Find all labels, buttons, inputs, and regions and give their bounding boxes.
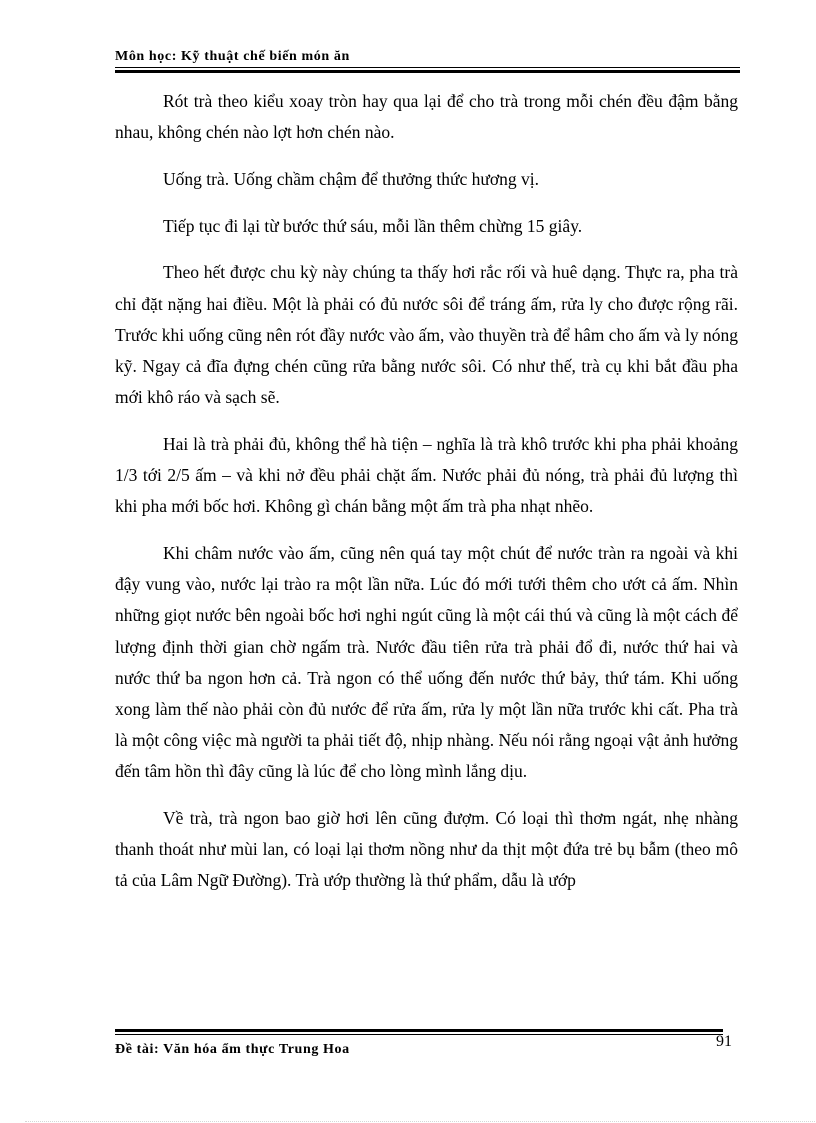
header-course-title: Môn học: Kỹ thuật chế biến món ăn bbox=[115, 49, 350, 64]
paragraph: Uống trà. Uống chầm chậm để thưởng thức hương vị. bbox=[163, 168, 539, 189]
paragraph: Theo hết được chu kỳ này chúng ta thấy hơi rắc rối và huê dạng. Thực ra, pha trà chỉ đặt nặng hai điều. Một là phải có đủ nước sôi để tráng ấm, rửa ly cho được rộng rãi. Trước khi uống cũng nên rót đầy nước vào ấm, vào thuyền trà để hâm cho ấm và ly nóng kỹ. Ngay cả đĩa đựng chén cũng rửa bằng nước sôi. Có như thế, trà cụ khi bắt đầu pha mới khô ráo và sạch sẽ. bbox=[115, 262, 738, 408]
paragraph: Hai là trà phải đủ, không thể hà tiện – nghĩa là trà khô trước khi pha phải khoảng 1/3 tới 2/5 ấm – và khi nở đều phải chặt ấm. Nước phải đủ nóng, trà phải đủ lượng thì khi pha mới bốc hơi. Không gì chán bằng một ấm trà pha nhạt nhẽo. bbox=[115, 433, 738, 517]
footer-topic-title: Đề tài: Văn hóa ẩm thực Trung Hoa bbox=[115, 1042, 350, 1057]
paragraph: Rót trà theo kiểu xoay tròn hay qua lại để cho trà trong mỗi chén đều đậm bằng nhau, không chén nào lợt hơn chén nào. bbox=[115, 91, 738, 143]
page-number: 91 bbox=[716, 1033, 732, 1050]
paragraph: Tiếp tục đi lại từ bước thứ sáu, mỗi lần thêm chừng 15 giây. bbox=[163, 215, 583, 236]
paragraph: Khi châm nước vào ấm, cũng nên quá tay một chút để nước tràn ra ngoài và khi đậy vung vào, nước lại trào ra một lần nữa. Lúc đó mới tưới thêm cho ướt cả ấm. Nhìn những giọt nước bên ngoài bốc hơi nghi ngút cũng là một cái thú và cũng là một cách để lượng định thời gian chờ ngấm trà. Nước đầu tiên rửa trà phải đổ đi, nước thứ hai và nước thứ ba ngon hơn cả. Trà ngon có thể uống đến nước thứ bảy, thứ tám. Khi uống xong làm thế nào phải còn đủ nước để rửa ấm, rửa ly một lần nữa trước khi cất. Pha trà là một công việc mà người ta phải tiết độ, nhịp nhàng. Nếu nói rằng ngoại vật ảnh hưởng đến tâm hồn thì đây cũng là lúc để cho lòng mình lắng dịu. bbox=[115, 542, 738, 782]
paragraph: Về trà, trà ngon bao giờ hơi lên cũng đượm. Có loại thì thơm ngát, nhẹ nhàng thanh thoát như mùi lan, có loại lại thơm nồng như da thịt một đứa trẻ bụ bẫm (theo mô tả của Lâm Ngữ Đường). Trà ướp thường là thứ phẩm, dẫu là ướp bbox=[115, 808, 738, 891]
header-rule-thin bbox=[115, 67, 740, 68]
header-rule-thick bbox=[115, 70, 740, 73]
footer-rule-thick bbox=[115, 1029, 723, 1032]
page-edge-divider bbox=[25, 1121, 815, 1122]
footer-rule-thin bbox=[115, 1034, 723, 1035]
document-body bbox=[115, 86, 738, 912]
